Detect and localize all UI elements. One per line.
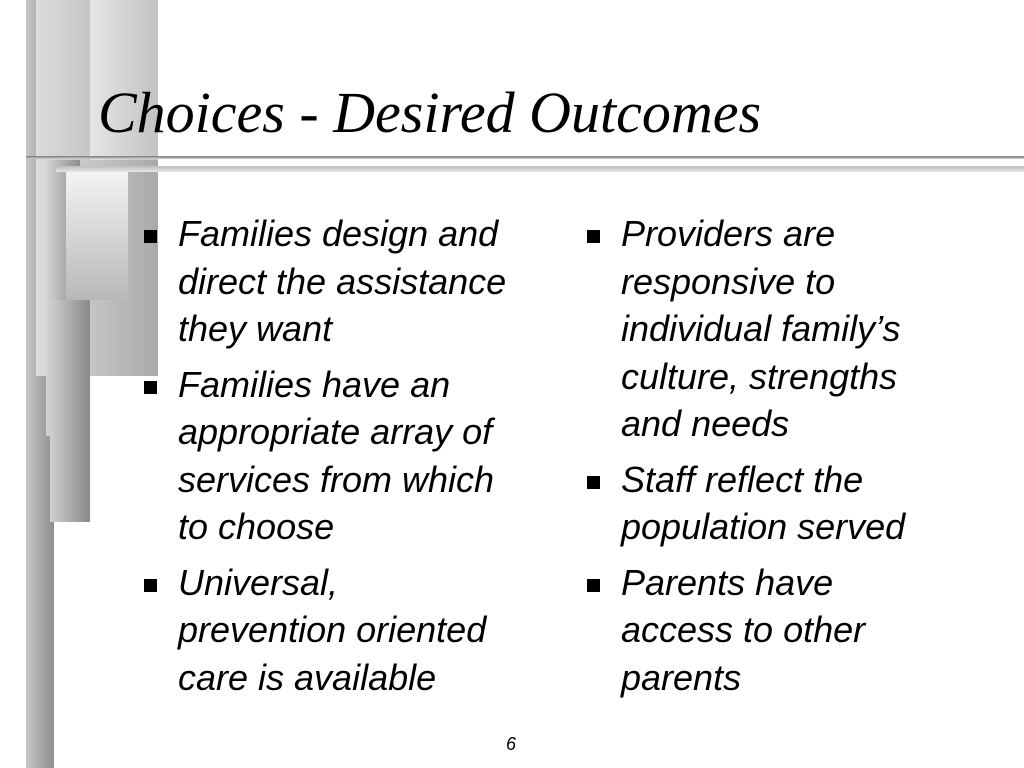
- list-item: [140, 210, 560, 353]
- square-bullet-icon: [587, 476, 600, 489]
- right-bullet-list: [583, 210, 1013, 709]
- square-bullet-icon: [587, 579, 600, 592]
- slide-title: Choices - Desired Outcomes: [98, 80, 762, 145]
- page-number: 6: [506, 734, 517, 754]
- title-divider-shadow: [56, 166, 1024, 172]
- list-item: [140, 361, 560, 551]
- decorative-bar: [66, 170, 128, 300]
- bullet-text: Universal, prevention oriented care is available: [178, 561, 487, 698]
- bullet-text: Families design and direct the assistance they want: [178, 213, 507, 349]
- square-bullet-icon: [144, 230, 157, 243]
- list-item: [140, 559, 560, 702]
- bullet-text: Parents have access to other parents: [621, 561, 866, 698]
- square-bullet-icon: [144, 381, 157, 394]
- list-item: [583, 210, 1013, 448]
- bullet-text: Providers are responsive to individual family’s culture, strengths and needs: [621, 213, 901, 444]
- title-divider: [26, 156, 1024, 159]
- list-item: [583, 559, 1013, 702]
- square-bullet-icon: [144, 579, 157, 592]
- square-bullet-icon: [587, 230, 600, 243]
- bullet-text: Families have an appropriate array of services from which to choose: [178, 363, 495, 547]
- left-bullet-list: [140, 210, 560, 709]
- decorative-bar: [50, 300, 90, 522]
- bullet-text: Staff reflect the population served: [621, 458, 906, 547]
- list-item: [583, 456, 1013, 551]
